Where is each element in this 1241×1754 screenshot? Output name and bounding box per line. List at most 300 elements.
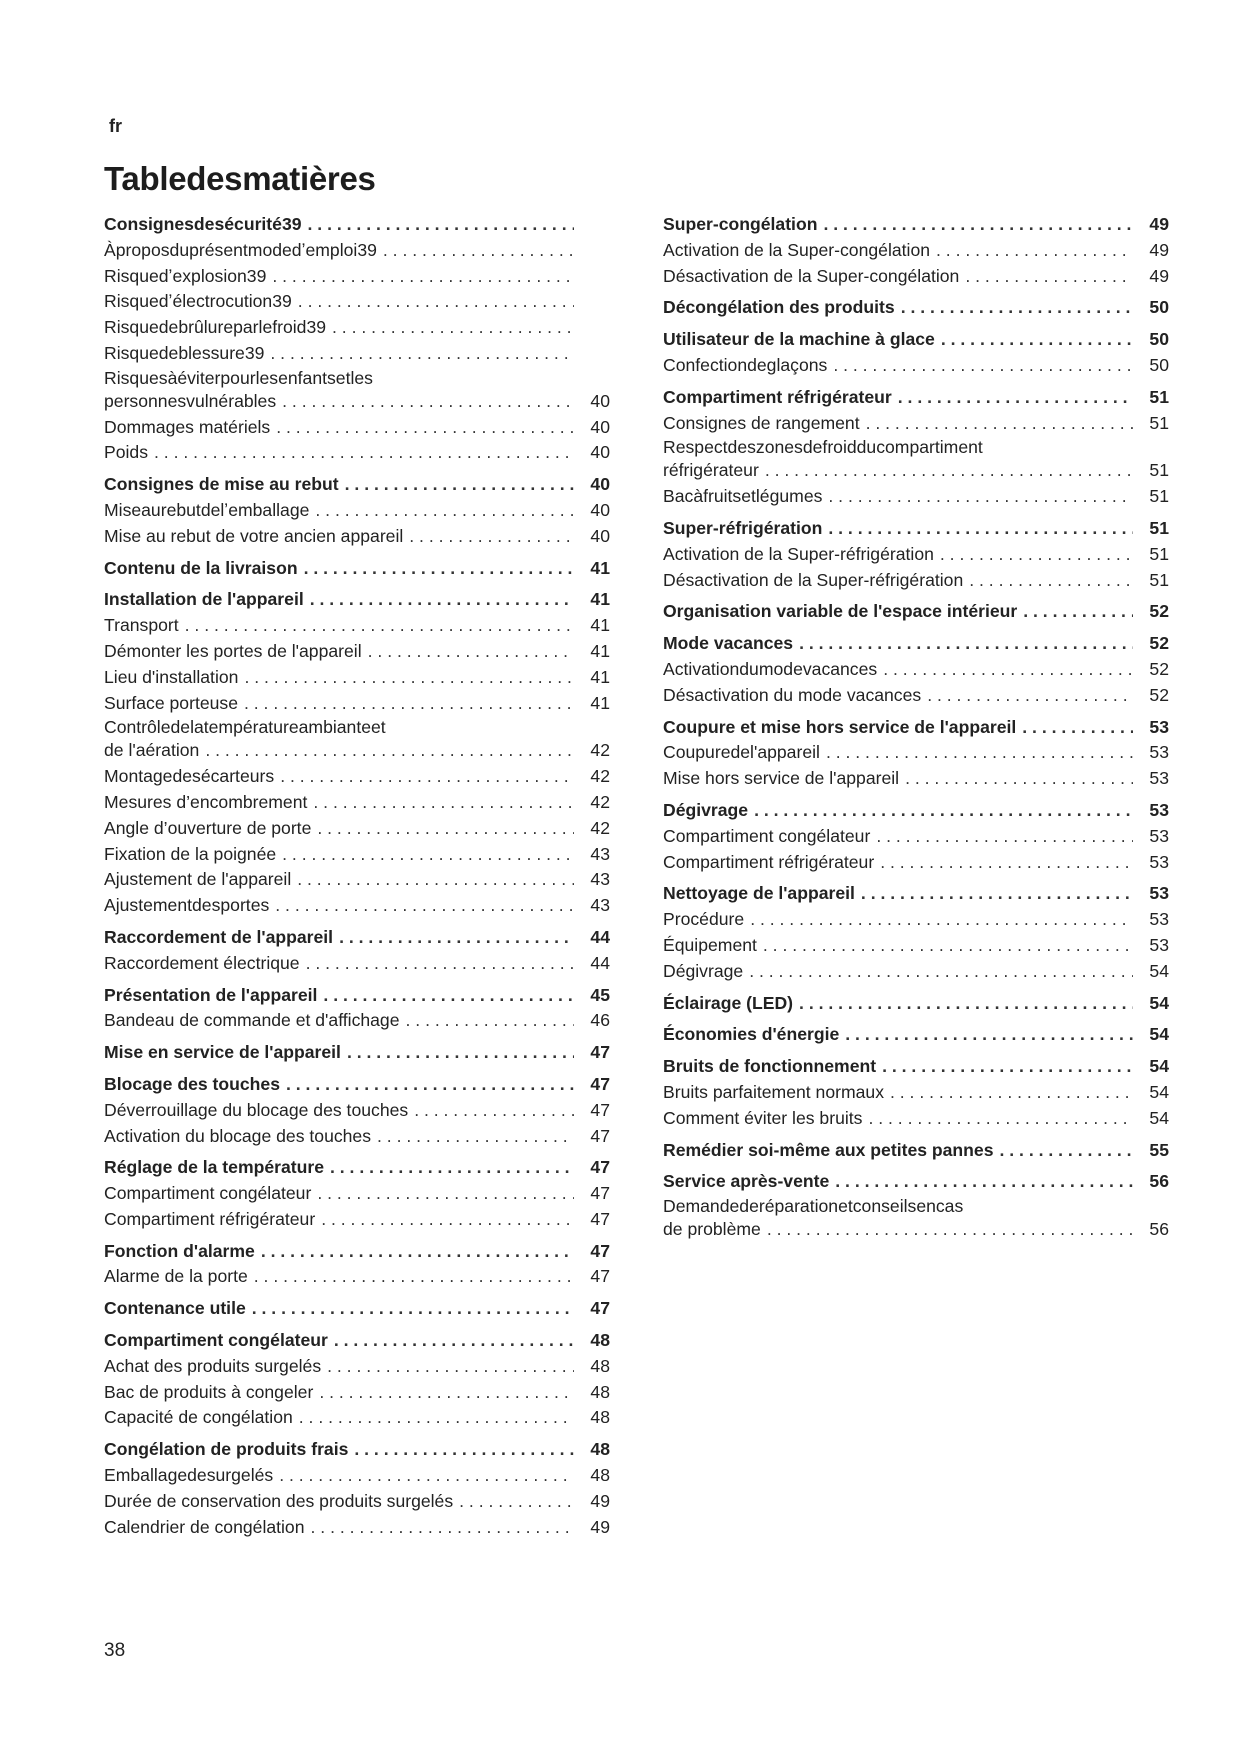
toc-entry-label: de l'aération xyxy=(104,740,200,761)
toc-entry-label: Réglage de la température xyxy=(104,1157,324,1178)
toc-entry-page: 53 xyxy=(1149,799,1169,820)
toc-entry-page: 54 xyxy=(1149,992,1169,1013)
toc-section-entry[interactable] xyxy=(104,1040,610,1066)
toc-entry-page: 49 xyxy=(1149,265,1169,286)
toc-entry-label: Contenu de la livraison xyxy=(104,557,298,578)
toc-entry-page: 41 xyxy=(590,589,610,610)
toc-entry-label: Décongélation des produits xyxy=(663,297,895,318)
dot-leader xyxy=(868,1106,1133,1132)
toc-entry-page: 42 xyxy=(590,766,610,787)
toc-subsection-entry[interactable] xyxy=(104,238,610,264)
dot-leader xyxy=(306,951,574,977)
toc-section-entry[interactable] xyxy=(104,925,610,951)
toc-subsection-entry[interactable] xyxy=(104,893,610,919)
toc-subsection-entry[interactable] xyxy=(663,238,1169,264)
toc-entry-label: Consignes de rangement xyxy=(663,412,860,433)
dot-leader xyxy=(936,238,1133,264)
dot-leader xyxy=(185,613,574,639)
dot-leader xyxy=(969,568,1133,594)
dot-leader xyxy=(282,842,574,868)
toc-entry-page: 54 xyxy=(1149,1107,1169,1128)
toc-entry-label: Super-congélation xyxy=(663,214,818,234)
toc-subsection-entry[interactable] xyxy=(104,842,610,868)
toc-entry-label-line: Risquesàéviterpourlesenfantsetles xyxy=(104,367,373,388)
dot-leader xyxy=(205,738,574,764)
language-code: fr xyxy=(109,116,122,136)
toc-entry-page: 53 xyxy=(1149,742,1169,763)
toc-entry-label: Fixation de la poignée xyxy=(104,843,277,864)
toc-subsection-entry[interactable] xyxy=(104,264,610,290)
toc-entry-label: Ajustementdesportes xyxy=(104,895,270,916)
dot-leader xyxy=(330,1155,574,1181)
toc-entry-page: 42 xyxy=(590,740,610,761)
toc-entry-label: Présentation de l'appareil xyxy=(104,984,318,1005)
toc-entry-label: Emballagedesurgelés xyxy=(104,1465,274,1486)
toc-entry-label: Durée de conservation des produits surgelés xyxy=(104,1490,454,1511)
toc-section-entry[interactable] xyxy=(104,587,610,613)
toc-subsection-entry[interactable] xyxy=(663,683,1169,709)
toc-entry-page: 41 xyxy=(590,666,610,687)
toc-entry-page: 53 xyxy=(1149,768,1169,789)
toc-entry-label: Désactivation de la Super-réfrigération xyxy=(663,569,964,590)
toc-entry-page: 44 xyxy=(590,926,610,947)
toc-subsection-entry[interactable] xyxy=(104,524,610,550)
toc-subsection-entry[interactable] xyxy=(104,867,610,893)
toc-entry-page: 49 xyxy=(590,1516,610,1537)
toc-entry-page: 53 xyxy=(1149,934,1169,955)
dot-leader xyxy=(861,881,1133,907)
toc-entry-label: Démonter les portes de l'appareil xyxy=(104,640,362,661)
toc-entry-label: Service après-vente xyxy=(663,1171,830,1192)
toc-subsection-entry[interactable] xyxy=(104,1380,610,1406)
toc-entry-page: 52 xyxy=(1149,658,1169,679)
toc-section-entry[interactable] xyxy=(104,1328,610,1354)
toc-entry-page: 46 xyxy=(590,1010,610,1031)
dot-leader xyxy=(828,516,1133,542)
dot-leader xyxy=(244,691,574,717)
dot-leader xyxy=(823,212,1133,238)
toc-entry-page: 53 xyxy=(1149,909,1169,930)
toc-entry-label: Surface porteuse xyxy=(104,692,238,713)
dot-leader xyxy=(315,498,574,524)
dot-leader xyxy=(327,1354,574,1380)
toc-entry-label: Coupuredel'appareil xyxy=(663,742,820,763)
toc-subsection-entry[interactable] xyxy=(104,816,610,842)
toc-entry-label: Dégivrage xyxy=(663,799,749,820)
toc-section-entry[interactable] xyxy=(663,631,1169,657)
toc-column-left xyxy=(104,212,610,1540)
toc-section-entry[interactable] xyxy=(663,1022,1169,1048)
toc-entry-page: 42 xyxy=(590,791,610,812)
dot-leader xyxy=(763,933,1133,959)
dot-leader xyxy=(280,764,574,790)
toc-section-entry[interactable] xyxy=(663,1169,1169,1195)
toc-entry-label: Dégivrage xyxy=(663,960,744,981)
toc-section-entry[interactable] xyxy=(663,1138,1169,1164)
dot-leader xyxy=(1022,715,1133,741)
toc-entry-page: 53 xyxy=(1149,825,1169,846)
toc-subsection-entry[interactable] xyxy=(104,1264,610,1290)
toc-entry-label: Activationdumodevacances xyxy=(663,658,878,679)
dot-leader xyxy=(319,1380,574,1406)
toc-entry-page: 40 xyxy=(590,416,610,437)
dot-leader xyxy=(368,639,574,665)
toc-subsection-entry[interactable] xyxy=(104,498,610,524)
toc-entry-page: 41 xyxy=(590,557,610,578)
toc-subsection-entry[interactable] xyxy=(104,415,610,441)
dot-leader xyxy=(383,238,574,264)
toc-entry-label: Compartiment congélateur xyxy=(663,825,871,846)
dot-leader xyxy=(414,1098,574,1124)
toc-subsection-entry[interactable] xyxy=(104,951,610,977)
toc-entry-label: Fonction d'alarme xyxy=(104,1240,255,1261)
toc-subsection-entry[interactable] xyxy=(663,458,1169,484)
toc-section-entry[interactable] xyxy=(104,212,610,238)
toc-subsection-entry[interactable] xyxy=(104,1405,610,1431)
toc-section-entry[interactable] xyxy=(663,991,1169,1017)
dot-leader xyxy=(880,850,1133,876)
toc-entry-page: 42 xyxy=(590,817,610,838)
toc-section-entry[interactable] xyxy=(104,1072,610,1098)
toc-subsection-entry[interactable] xyxy=(663,264,1169,290)
toc-entry-page: 47 xyxy=(590,1125,610,1146)
toc-entry-label: Raccordement de l'appareil xyxy=(104,926,334,947)
toc-entry-label: Désactivation de la Super-congélation xyxy=(663,265,960,286)
toc-section-entry[interactable] xyxy=(663,599,1169,625)
toc-entry-label: Consignes de mise au rebut xyxy=(104,474,339,495)
dot-leader xyxy=(835,1169,1133,1195)
toc-entry-label: Éclairage (LED) xyxy=(663,992,794,1013)
toc-entry-label: Mode vacances xyxy=(663,633,794,654)
toc-subsection-entry[interactable] xyxy=(104,691,610,717)
toc-section-entry[interactable] xyxy=(663,516,1169,542)
toc-entry-label: Bruits parfaitement normaux xyxy=(663,1081,884,1102)
toc-section-entry[interactable] xyxy=(104,1296,610,1322)
dot-leader xyxy=(799,631,1133,657)
toc-subsection-entry[interactable] xyxy=(104,1489,610,1515)
toc-subsection-entry[interactable] xyxy=(104,341,610,367)
toc-subsection-entry[interactable] xyxy=(104,440,610,466)
toc-entry-label: Risquedʼexplosion39 xyxy=(104,265,267,286)
dot-leader xyxy=(286,1072,574,1098)
toc-entry-page: 40 xyxy=(590,474,610,495)
toc-subsection-entry[interactable] xyxy=(104,289,610,315)
toc-entry-page: 48 xyxy=(590,1355,610,1376)
toc-entry-label: Remédier soi-même aux petites pannes xyxy=(663,1139,994,1160)
toc-entry-page: 51 xyxy=(1149,569,1169,590)
dot-leader xyxy=(377,1124,574,1150)
toc-entry-page: 54 xyxy=(1149,960,1169,981)
dot-leader xyxy=(828,484,1133,510)
toc-entry-page: 47 xyxy=(590,1298,610,1319)
toc-entry-page: 49 xyxy=(1149,239,1169,260)
toc-section-entry[interactable] xyxy=(663,798,1169,824)
toc-section-entry[interactable] xyxy=(663,1054,1169,1080)
toc-entry-page: 53 xyxy=(1149,851,1169,872)
toc-entry-label: Raccordement électrique xyxy=(104,952,300,973)
dot-leader xyxy=(750,907,1133,933)
toc-subsection-entry[interactable] xyxy=(663,568,1169,594)
toc-entry-label: Économies d'énergie xyxy=(663,1024,840,1045)
dot-leader xyxy=(275,893,574,919)
toc-subsection-entry[interactable] xyxy=(663,1080,1169,1106)
dot-leader xyxy=(754,798,1133,824)
toc-entry-page: 52 xyxy=(1149,633,1169,654)
toc-section-entry[interactable] xyxy=(104,1239,610,1265)
dot-leader xyxy=(261,1239,574,1265)
dot-leader xyxy=(276,415,574,441)
toc-entry-label: Capacité de congélation xyxy=(104,1407,293,1428)
toc-section-entry[interactable] xyxy=(663,327,1169,353)
dot-leader xyxy=(311,1515,574,1541)
toc-entry-label: Comment éviter les bruits xyxy=(663,1107,863,1128)
dot-leader xyxy=(845,1022,1133,1048)
toc-subsection-entry[interactable] xyxy=(104,639,610,665)
toc-entry-label: Alarme de la porte xyxy=(104,1266,248,1287)
page-number: 38 xyxy=(104,1640,126,1661)
dot-leader xyxy=(409,524,574,550)
toc-entry-label: Ajustement de l'appareil xyxy=(104,869,292,890)
toc-subsection-entry[interactable] xyxy=(104,1207,610,1233)
toc-entry-label: Compartiment réfrigérateur xyxy=(663,386,892,407)
toc-entry-label: Dommages matériels xyxy=(104,416,271,437)
dot-leader xyxy=(765,458,1133,484)
toc-entry-label: Compartiment réfrigérateur xyxy=(104,1208,316,1229)
toc-entry-page: 53 xyxy=(1149,716,1169,737)
dot-leader xyxy=(310,587,574,613)
toc-entry-label: Risquedʼélectrocution39 xyxy=(104,291,292,312)
toc-entry-label: Bacàfruitsetlégumes xyxy=(663,486,823,507)
toc-entry-label: Compartiment congélateur xyxy=(104,1330,328,1351)
dot-leader xyxy=(876,824,1133,850)
toc-entry-page: 40 xyxy=(590,442,610,463)
toc-entry-label: de problème xyxy=(663,1219,761,1240)
toc-entry-label: Activation de la Super-congélation xyxy=(663,239,931,260)
dot-leader xyxy=(749,959,1133,985)
toc-entry-page: 56 xyxy=(1149,1171,1169,1192)
toc-entry-label: Coupure et mise hors service de l'appareil xyxy=(663,716,1017,737)
toc-section-entry[interactable] xyxy=(663,715,1169,741)
dot-leader xyxy=(927,683,1133,709)
toc-subsection-entry[interactable] xyxy=(663,1106,1169,1132)
toc-entry-page: 51 xyxy=(1149,486,1169,507)
toc-entry-page: 45 xyxy=(590,984,610,1005)
toc-subsection-entry[interactable] xyxy=(104,1354,610,1380)
toc-entry-label: Poids xyxy=(104,442,149,463)
dot-leader xyxy=(905,766,1133,792)
toc-entry-label: Angle d’ouverture de porte xyxy=(104,817,312,838)
dot-leader xyxy=(308,212,574,238)
dot-leader xyxy=(334,1328,574,1354)
toc-subsection-entry[interactable] xyxy=(663,542,1169,568)
toc-section-entry[interactable] xyxy=(663,295,1169,321)
toc-section-entry[interactable] xyxy=(104,472,610,498)
toc-entry-label: Àproposduprésentmodedʼemploi39 xyxy=(104,239,377,260)
toc-entry-page: 47 xyxy=(590,1240,610,1261)
toc-entry-page: 51 xyxy=(1149,543,1169,564)
toc-subsection-entry[interactable] xyxy=(104,1181,610,1207)
toc-entry-page: 50 xyxy=(1149,297,1169,318)
toc-entry-page: 47 xyxy=(590,1073,610,1094)
toc-entry-label: Mesures d’encombrement xyxy=(104,791,308,812)
toc-section-entry[interactable] xyxy=(663,881,1169,907)
dot-leader xyxy=(317,1181,574,1207)
toc-entry-label: personnesvulnérables xyxy=(104,390,277,411)
toc-entry-label: Organisation variable de l'espace intérieur xyxy=(663,601,1018,622)
dot-leader xyxy=(833,353,1133,379)
toc-entry-page: 43 xyxy=(590,895,610,916)
toc-entry-page: 51 xyxy=(1149,517,1169,538)
toc-section-entry[interactable] xyxy=(104,1437,610,1463)
toc-entry-label: Installation de l'appareil xyxy=(104,589,304,610)
toc-subsection-entry[interactable] xyxy=(104,1515,610,1541)
toc-entry-page: 48 xyxy=(590,1465,610,1486)
toc-entry-page: 41 xyxy=(590,615,610,636)
dot-leader xyxy=(282,389,574,415)
toc-subsection-entry[interactable] xyxy=(104,1098,610,1124)
toc-entry-label: Confectiondeglaçons xyxy=(663,354,828,375)
toc-entry-label-line: Respectdeszonesdefroidducompartiment xyxy=(663,437,983,458)
toc-entry-label-line: Demandederéparationetconseilsencas xyxy=(663,1196,964,1217)
toc-entry-label: Équipement xyxy=(663,934,757,955)
dot-leader xyxy=(941,327,1133,353)
toc-entry-label: Transport xyxy=(104,615,179,636)
toc-subsection-entry[interactable] xyxy=(663,411,1169,437)
page-title: Tabledesmatières xyxy=(104,160,376,197)
toc-entry-page: 48 xyxy=(590,1407,610,1428)
toc-entry-label: Procédure xyxy=(663,909,745,930)
toc-entry-page: 52 xyxy=(1149,684,1169,705)
toc-subsection-entry[interactable] xyxy=(104,790,610,816)
dot-leader xyxy=(154,440,574,466)
toc-entry-page: 47 xyxy=(590,1208,610,1229)
toc-entry-label: Consignesdesécurité39 xyxy=(104,214,302,234)
toc-section-entry[interactable] xyxy=(104,983,610,1009)
toc-entry-label: Mise en service de l'appareil xyxy=(104,1042,341,1063)
toc-entry-page: 41 xyxy=(590,692,610,713)
toc-subsection-entry[interactable] xyxy=(663,1217,1169,1243)
toc-entry-label: réfrigérateur xyxy=(663,460,759,481)
dot-leader xyxy=(898,385,1133,411)
toc-subsection-entry[interactable] xyxy=(104,389,610,415)
toc-entry-page: 40 xyxy=(590,499,610,520)
toc-entry-label: Super-réfrigération xyxy=(663,517,823,538)
toc-entry-label: Lieu d'installation xyxy=(104,666,239,687)
toc-entry-page: 50 xyxy=(1149,329,1169,350)
toc-section-entry[interactable] xyxy=(104,556,610,582)
toc-subsection-entry[interactable] xyxy=(663,850,1169,876)
toc-subsection-entry[interactable] xyxy=(104,613,610,639)
dot-leader xyxy=(298,289,574,315)
toc-section-entry[interactable] xyxy=(663,212,1169,238)
toc-subsection-entry[interactable] xyxy=(104,665,610,691)
toc-entry-page: 40 xyxy=(590,525,610,546)
dot-leader xyxy=(347,1040,574,1066)
toc-entry-page: 51 xyxy=(1149,386,1169,407)
toc-entry-label: Activation de la Super-réfrigération xyxy=(663,543,934,564)
toc-subsection-entry[interactable] xyxy=(663,824,1169,850)
dot-leader xyxy=(313,790,574,816)
toc-entry-page: 47 xyxy=(590,1042,610,1063)
dot-leader xyxy=(1023,599,1133,625)
toc-entry-label: Achat des produits surgelés xyxy=(104,1355,322,1376)
toc-entry-page: 51 xyxy=(1149,412,1169,433)
toc-entry-label: Calendrier de congélation xyxy=(104,1516,305,1537)
toc-subsection-entry[interactable] xyxy=(663,933,1169,959)
dot-leader xyxy=(767,1217,1133,1243)
dot-leader xyxy=(339,925,574,951)
toc-entry-page: 54 xyxy=(1149,1024,1169,1045)
toc-subsection-entry[interactable] xyxy=(663,907,1169,933)
toc-entry-page: 53 xyxy=(1149,883,1169,904)
toc-entry-label: Utilisateur de la machine à glace xyxy=(663,329,935,350)
dot-leader xyxy=(252,1296,574,1322)
dot-leader xyxy=(1000,1138,1134,1164)
toc-subsection-entry[interactable] xyxy=(104,1463,610,1489)
toc-entry-page: 51 xyxy=(1149,460,1169,481)
toc-subsection-entry[interactable] xyxy=(663,353,1169,379)
toc-entry-label: Montagedesécarteurs xyxy=(104,766,275,787)
toc-subsection-entry[interactable] xyxy=(663,766,1169,792)
dot-leader xyxy=(890,1080,1133,1106)
toc-entry-label: Mise au rebut de votre ancien appareil xyxy=(104,525,404,546)
dot-leader xyxy=(254,1264,574,1290)
dot-leader xyxy=(459,1489,574,1515)
dot-leader xyxy=(799,991,1133,1017)
toc-entry-page: 44 xyxy=(590,952,610,973)
toc-entry-page: 49 xyxy=(1149,214,1169,234)
dot-leader xyxy=(345,472,574,498)
toc-subsection-entry[interactable] xyxy=(104,315,610,341)
toc-entry-label: Miseaurebutdelʼemballage xyxy=(104,499,310,520)
toc-subsection-entry[interactable] xyxy=(104,1008,610,1034)
toc-section-entry[interactable] xyxy=(104,1155,610,1181)
toc-entry-label: Bandeau de commande et d'affichage xyxy=(104,1010,400,1031)
toc-entry-page: 47 xyxy=(590,1183,610,1204)
toc-entry-label: Activation du blocage des touches xyxy=(104,1125,372,1146)
toc-entry-label: Risquedeblessure39 xyxy=(104,342,265,363)
toc-subsection-entry[interactable] xyxy=(663,959,1169,985)
toc-subsection-entry[interactable] xyxy=(663,484,1169,510)
dot-leader xyxy=(323,983,574,1009)
dot-leader xyxy=(279,1463,574,1489)
toc-subsection-entry[interactable] xyxy=(104,1124,610,1150)
dot-leader xyxy=(354,1437,574,1463)
toc-entry-page: 55 xyxy=(1149,1139,1169,1160)
toc-entry-page: 43 xyxy=(590,869,610,890)
toc-subsection-entry[interactable] xyxy=(663,740,1169,766)
toc-subsection-entry[interactable] xyxy=(663,657,1169,683)
toc-entry-label: Bruits de fonctionnement xyxy=(663,1056,877,1077)
toc-entry-page: 48 xyxy=(590,1330,610,1351)
dot-leader xyxy=(883,657,1133,683)
toc-subsection-entry[interactable] xyxy=(104,738,610,764)
dot-leader xyxy=(965,264,1133,290)
toc-entry-label-line: Contrôledelatempératureambianteet xyxy=(104,717,386,738)
toc-entry-page: 54 xyxy=(1149,1056,1169,1077)
toc-entry-page: 49 xyxy=(590,1490,610,1511)
dot-leader xyxy=(321,1207,574,1233)
toc-entry-page: 54 xyxy=(1149,1081,1169,1102)
toc-entry-page: 47 xyxy=(590,1099,610,1120)
toc-section-entry[interactable] xyxy=(663,385,1169,411)
toc-subsection-entry[interactable] xyxy=(104,764,610,790)
dot-leader xyxy=(244,665,574,691)
toc-entry-page: 41 xyxy=(590,640,610,661)
toc-entry-page: 47 xyxy=(590,1157,610,1178)
dot-leader xyxy=(940,542,1133,568)
toc-entry-label: Bac de produits à congeler xyxy=(104,1381,314,1402)
